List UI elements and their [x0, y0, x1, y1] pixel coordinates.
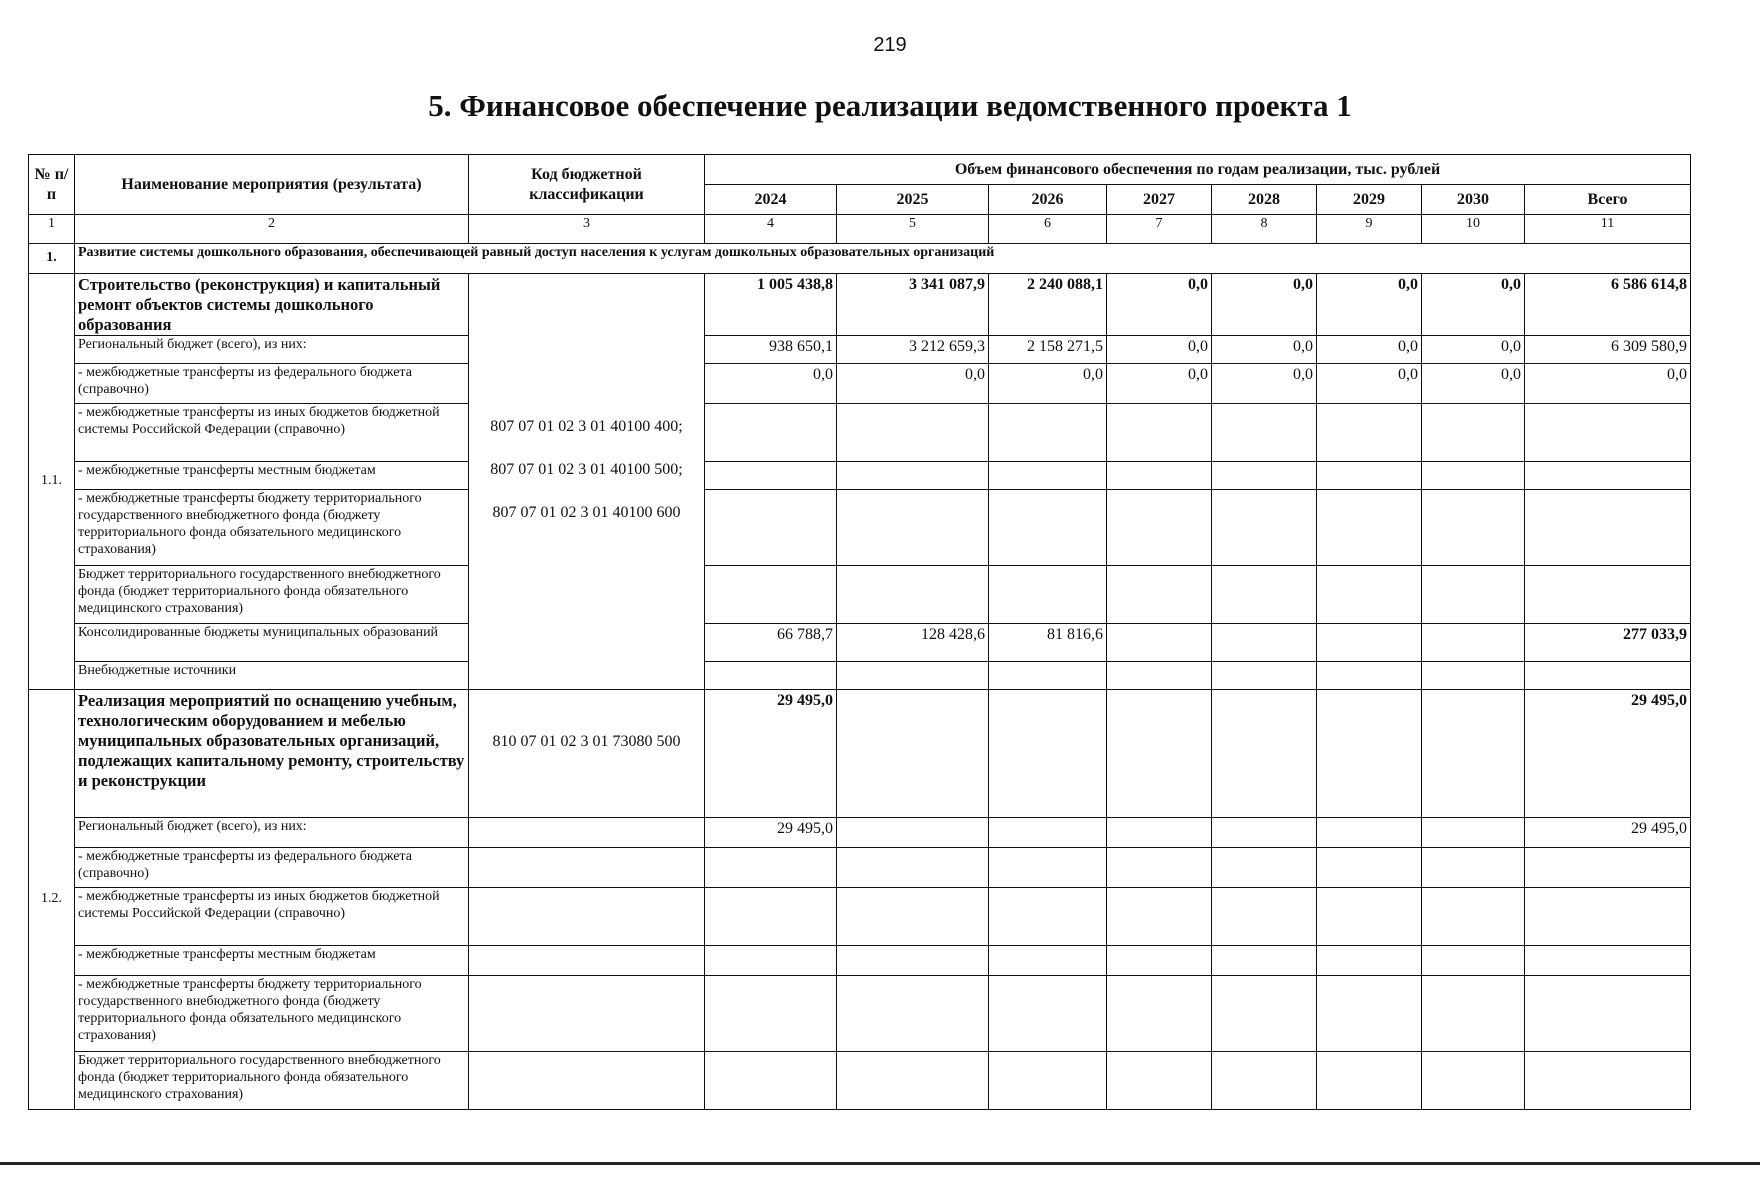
year-value	[1317, 888, 1422, 946]
header-year-2026: 2026	[989, 185, 1107, 215]
year-value	[1422, 976, 1525, 1052]
year-value	[1212, 976, 1317, 1052]
page-number: 219	[873, 34, 907, 56]
year-value	[837, 888, 989, 946]
year-value: 938 650,1	[705, 336, 837, 364]
budget-code-cell	[469, 274, 705, 690]
header-total: Всего	[1525, 185, 1691, 215]
table-row	[29, 462, 1691, 490]
year-value: 0,0	[837, 364, 989, 404]
budget-code-cell	[469, 1052, 705, 1110]
row-name: Консолидированные бюджеты муниципальных образований	[75, 624, 469, 662]
budget-code-cell	[469, 848, 705, 888]
year-value: 0,0	[989, 364, 1107, 404]
year-value: 128 428,6	[837, 624, 989, 662]
total-value	[1525, 946, 1691, 976]
financial-table	[28, 154, 1691, 1110]
table-row	[29, 566, 1691, 624]
budget-code-cell	[469, 946, 705, 976]
header-year-2030: 2030	[1422, 185, 1525, 215]
table-row	[29, 662, 1691, 690]
year-value	[989, 888, 1107, 946]
year-value	[1212, 818, 1317, 848]
table-row	[29, 336, 1691, 364]
year-value	[989, 462, 1107, 490]
year-value	[1212, 888, 1317, 946]
year-value	[1422, 662, 1525, 690]
column-number: 6	[989, 215, 1107, 244]
year-value: 0,0	[1107, 364, 1212, 404]
table-row	[29, 976, 1691, 1052]
year-value	[1107, 848, 1212, 888]
table-row	[29, 818, 1691, 848]
year-value	[705, 946, 837, 976]
column-number: 10	[1422, 215, 1525, 244]
column-number: 11	[1525, 215, 1691, 244]
year-value	[705, 404, 837, 462]
year-value	[837, 690, 989, 818]
year-value	[837, 976, 989, 1052]
row-name: - межбюджетные трансферты из федерального бюджета (справочно)	[75, 848, 469, 888]
year-value	[989, 404, 1107, 462]
year-value	[1422, 888, 1525, 946]
year-value	[1422, 566, 1525, 624]
year-value: 2 240 088,1	[989, 274, 1107, 336]
budget-code-cell	[469, 818, 705, 848]
year-value	[837, 848, 989, 888]
total-value: 29 495,0	[1525, 818, 1691, 848]
year-value	[837, 818, 989, 848]
year-value	[1317, 1052, 1422, 1110]
year-value	[1107, 462, 1212, 490]
table-row	[29, 404, 1691, 462]
year-value	[705, 848, 837, 888]
year-value: 0,0	[1107, 274, 1212, 336]
budget-code: 807 07 01 02 3 01 40100 600	[492, 504, 681, 522]
bottom-rule	[0, 1162, 1760, 1165]
year-value	[989, 690, 1107, 818]
year-value	[1422, 490, 1525, 566]
activity-name: Реализация мероприятий по оснащению учебным, технологическим оборудованием и мебелью муниципальных образовательных организаций, подлежащих капитальному ремонту, строительству и реконструкции	[75, 690, 469, 818]
section-number: 1.	[29, 244, 75, 274]
table-row	[29, 1052, 1691, 1110]
year-value: 0,0	[1317, 336, 1422, 364]
header-year-2024: 2024	[705, 185, 837, 215]
total-value	[1525, 888, 1691, 946]
year-value	[1317, 462, 1422, 490]
year-value: 29 495,0	[705, 690, 837, 818]
year-value: 0,0	[1317, 364, 1422, 404]
total-value	[1525, 490, 1691, 566]
year-value: 0,0	[1212, 364, 1317, 404]
column-number: 2	[75, 215, 469, 244]
budget-code: 807 07 01 02 3 01 40100 400;	[490, 417, 683, 435]
year-value	[1422, 818, 1525, 848]
budget-code-cell	[469, 888, 705, 946]
section-title: Развитие системы дошкольного образования, обеспечивающей равный доступ населения к услугам дошкольных образовательных организаций	[75, 244, 1691, 274]
year-value	[837, 1052, 989, 1110]
year-value	[1212, 566, 1317, 624]
year-value	[705, 490, 837, 566]
year-value	[1107, 404, 1212, 462]
total-value: 29 495,0	[1525, 690, 1691, 818]
activity-row	[29, 274, 1691, 336]
budget-code: 810 07 01 02 3 01 73080 500	[492, 733, 681, 751]
year-value	[1107, 690, 1212, 818]
year-value	[1422, 404, 1525, 462]
year-value: 0,0	[1422, 336, 1525, 364]
year-value	[1317, 946, 1422, 976]
total-value	[1525, 566, 1691, 624]
year-value	[705, 566, 837, 624]
total-value	[1525, 1052, 1691, 1110]
year-value	[837, 462, 989, 490]
year-value	[1212, 848, 1317, 888]
year-value: 0,0	[705, 364, 837, 404]
row-name: - межбюджетные трансферты бюджету территориального государственного внебюджетного фонда (бюджету территориального фонда обязательного медицинского страхования)	[75, 490, 469, 566]
total-value	[1525, 404, 1691, 462]
year-value	[1107, 888, 1212, 946]
year-value	[1212, 946, 1317, 976]
year-value: 66 788,7	[705, 624, 837, 662]
year-value	[1107, 946, 1212, 976]
item-number: 1.1.	[29, 274, 75, 690]
year-value: 3 341 087,9	[837, 274, 989, 336]
year-value	[989, 946, 1107, 976]
year-value: 0,0	[1107, 336, 1212, 364]
year-value	[1422, 946, 1525, 976]
total-value	[1525, 848, 1691, 888]
year-value: 3 212 659,3	[837, 336, 989, 364]
year-value: 2 158 271,5	[989, 336, 1107, 364]
row-name: - межбюджетные трансферты бюджету территориального государственного внебюджетного фонда (бюджету территориального фонда обязательного медицинского страхования)	[75, 976, 469, 1052]
year-value	[1422, 462, 1525, 490]
year-value	[1212, 490, 1317, 566]
column-number: 9	[1317, 215, 1422, 244]
section-row	[29, 244, 1691, 274]
header-code: Код бюджетной классификации	[469, 155, 705, 215]
year-value	[989, 818, 1107, 848]
total-value	[1525, 462, 1691, 490]
year-value: 0,0	[1212, 274, 1317, 336]
total-value	[1525, 976, 1691, 1052]
year-value	[837, 662, 989, 690]
header-year-2028: 2028	[1212, 185, 1317, 215]
year-value	[837, 404, 989, 462]
year-value	[1317, 848, 1422, 888]
year-value	[1212, 662, 1317, 690]
year-value	[1422, 848, 1525, 888]
item-number: 1.2.	[29, 690, 75, 1110]
year-value	[989, 1052, 1107, 1110]
year-value	[1317, 976, 1422, 1052]
column-number: 1	[29, 215, 75, 244]
column-number: 5	[837, 215, 989, 244]
year-value	[1317, 566, 1422, 624]
year-value	[989, 490, 1107, 566]
year-value	[705, 1052, 837, 1110]
table-row	[29, 946, 1691, 976]
column-number: 8	[1212, 215, 1317, 244]
year-value	[837, 566, 989, 624]
column-number: 3	[469, 215, 705, 244]
table-row	[29, 364, 1691, 404]
year-value	[1317, 490, 1422, 566]
year-value: 81 816,6	[989, 624, 1107, 662]
year-value	[1107, 1052, 1212, 1110]
year-value	[1107, 624, 1212, 662]
table-row	[29, 848, 1691, 888]
year-value	[1422, 1052, 1525, 1110]
year-value	[1107, 818, 1212, 848]
budget-code-cell	[469, 690, 705, 818]
year-value	[1107, 662, 1212, 690]
year-value	[1212, 404, 1317, 462]
header-volume: Объем финансового обеспечения по годам реализации, тыс. рублей	[705, 155, 1691, 185]
year-value	[1107, 976, 1212, 1052]
header-num: № п/п	[29, 155, 75, 215]
column-number-row	[29, 215, 1691, 244]
year-value: 1 005 438,8	[705, 274, 837, 336]
year-value: 0,0	[1422, 274, 1525, 336]
budget-code: 807 07 01 02 3 01 40100 500;	[490, 461, 683, 479]
total-value	[1525, 662, 1691, 690]
year-value	[989, 976, 1107, 1052]
year-value	[705, 662, 837, 690]
year-value	[1212, 1052, 1317, 1110]
row-name: Бюджет территориального государственного внебюджетного фонда (бюджет территориального фонда обязательного медицинского страхования)	[75, 1052, 469, 1110]
year-value	[1107, 490, 1212, 566]
year-value	[837, 490, 989, 566]
year-value: 0,0	[1212, 336, 1317, 364]
year-value	[1422, 624, 1525, 662]
row-name: Региональный бюджет (всего), из них:	[75, 818, 469, 848]
year-value	[1212, 690, 1317, 818]
total-value: 0,0	[1525, 364, 1691, 404]
year-value	[1317, 624, 1422, 662]
row-name: - межбюджетные трансферты из федерального бюджета (справочно)	[75, 364, 469, 404]
column-number: 7	[1107, 215, 1212, 244]
column-number: 4	[705, 215, 837, 244]
table-row	[29, 888, 1691, 946]
row-name: Внебюджетные источники	[75, 662, 469, 690]
total-value: 6 309 580,9	[1525, 336, 1691, 364]
table-row	[29, 490, 1691, 566]
header-year-2025: 2025	[837, 185, 989, 215]
year-value	[1212, 624, 1317, 662]
year-value	[989, 566, 1107, 624]
year-value	[1317, 404, 1422, 462]
year-value	[1107, 566, 1212, 624]
header-year-2027: 2027	[1107, 185, 1212, 215]
year-value	[1422, 690, 1525, 818]
year-value	[989, 848, 1107, 888]
row-name: - межбюджетные трансферты из иных бюджетов бюджетной системы Российской Федерации (справочно)	[75, 888, 469, 946]
year-value	[705, 888, 837, 946]
year-value: 0,0	[1317, 274, 1422, 336]
budget-code-cell	[469, 976, 705, 1052]
header-name: Наименование мероприятия (результата)	[75, 155, 469, 215]
year-value	[1317, 690, 1422, 818]
year-value	[1317, 662, 1422, 690]
table-row	[29, 624, 1691, 662]
page-title: 5. Финансовое обеспечение реализации ведомственного проекта 1	[428, 88, 1352, 123]
year-value	[1212, 462, 1317, 490]
row-name: - межбюджетные трансферты местным бюджетам	[75, 462, 469, 490]
row-name: - межбюджетные трансферты местным бюджетам	[75, 946, 469, 976]
header-year-2029: 2029	[1317, 185, 1422, 215]
year-value	[837, 946, 989, 976]
year-value	[705, 462, 837, 490]
year-value	[989, 662, 1107, 690]
year-value: 0,0	[1422, 364, 1525, 404]
total-value: 277 033,9	[1525, 624, 1691, 662]
total-value: 6 586 614,8	[1525, 274, 1691, 336]
row-name: - межбюджетные трансферты из иных бюджетов бюджетной системы Российской Федерации (справочно)	[75, 404, 469, 462]
year-value	[705, 976, 837, 1052]
year-value	[1317, 818, 1422, 848]
row-name: Региональный бюджет (всего), из них:	[75, 336, 469, 364]
row-name: Бюджет территориального государственного внебюджетного фонда (бюджет территориального фонда обязательного медицинского страхования)	[75, 566, 469, 624]
activity-row	[29, 690, 1691, 818]
year-value: 29 495,0	[705, 818, 837, 848]
activity-name: Строительство (реконструкция) и капитальный ремонт объектов системы дошкольного образования	[75, 274, 469, 336]
